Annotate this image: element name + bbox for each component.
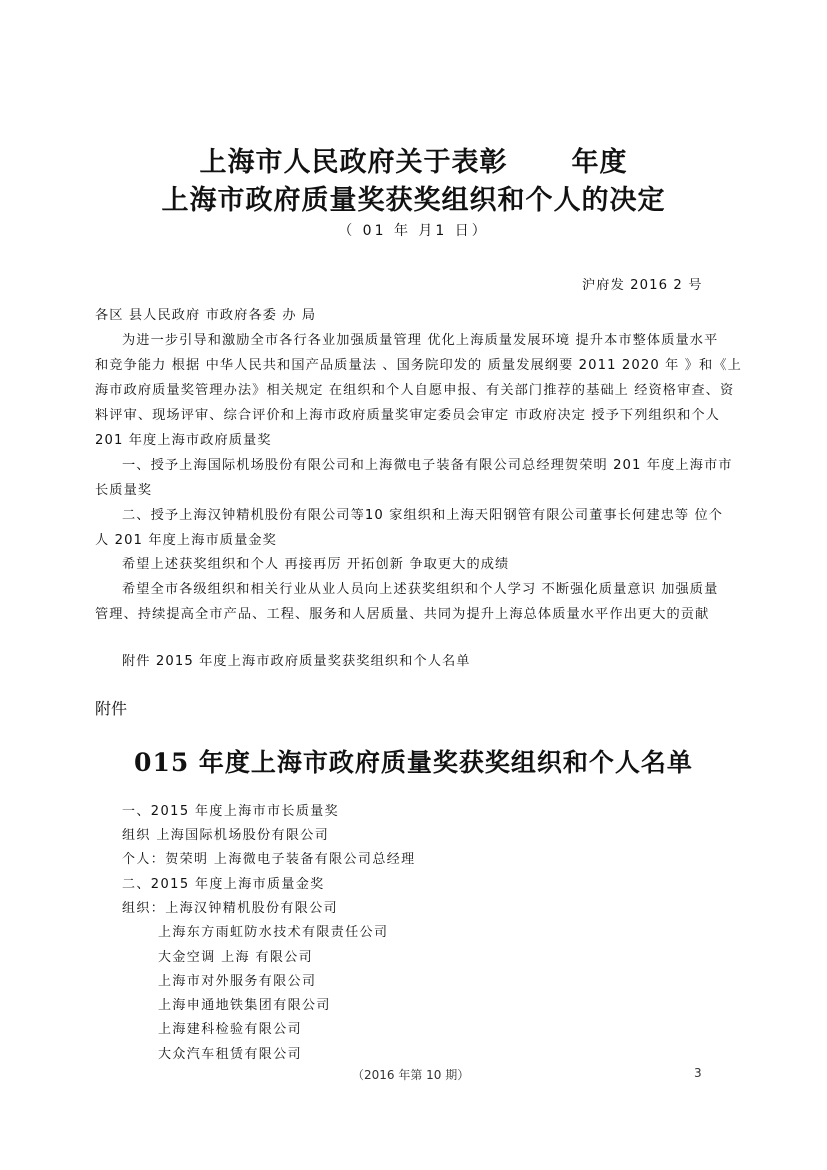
document-date: （ 01 年 月1 日）	[338, 223, 489, 239]
award-entry: 组织：上海汉钟精机股份有限公司	[122, 901, 339, 916]
organization-item: 上海市对外服务有限公司	[158, 974, 317, 989]
award-category: 二、2015 年度上海市质量金奖	[122, 877, 325, 892]
award-category: 一、2015 年度上海市市长质量奖	[122, 804, 340, 819]
paragraph-line: 海市政府质量奖管理办法》相关规定 在组织和个人自愿申报、有关部门推荐的基础上 经资格审查、资	[95, 383, 735, 398]
document-title-line2: 上海市政府质量奖获奖组织和个人的决定	[161, 185, 666, 216]
attachment-title: 015 年度上海市政府质量奖获奖组织和个人名单	[134, 748, 693, 777]
award-entry: 个人：贺荣明 上海微电子装备有限公司总经理	[122, 852, 416, 867]
organization-item: 上海申通地铁集团有限公司	[158, 998, 331, 1013]
paragraph-line: 管理、持续提高全市产品、工程、服务和人居质量、共同为提升上海总体质量水平作出更大的贡献	[95, 607, 710, 622]
organization-item: 上海东方雨虹防水技术有限责任公司	[158, 925, 389, 940]
paragraph-line: 和竞争能力 根据 中华人民共和国产品质量法 、国务院印发的 质量发展纲要 2011 2020 年 》和《上	[95, 358, 742, 373]
award-entry: 组织 上海国际机场股份有限公司	[122, 828, 330, 843]
page-number: 3	[694, 1066, 702, 1080]
paragraph-line: 长质量奖	[95, 483, 153, 498]
paragraph-line: 201 年度上海市政府质量奖	[95, 433, 272, 448]
attachment-label: 附件	[95, 699, 128, 718]
title-line1-part2: 年度	[571, 147, 628, 178]
title-line1-part1: 上海市人民政府关于表彰	[199, 147, 508, 178]
paragraph-line: 一、授予上海国际机场股份有限公司和上海微电子装备有限公司总经理贺荣明 201 年度上海市市	[122, 458, 733, 473]
document-number: 沪府发 2016 2 号	[582, 278, 703, 293]
paragraph-line: 二、授予上海汉钟精机股份有限公司等10 家组织和上海天阳钢管有限公司董事长何建忠等 位个	[122, 508, 724, 523]
paragraph-line: 人 201 年度上海市质量金奖	[95, 533, 277, 548]
organization-item: 大金空调 上海 有限公司	[158, 950, 314, 965]
paragraph-line: 为进一步引导和激励全市各行各业加强质量管理 优化上海质量发展环境 提升本市整体质量水平	[122, 333, 719, 348]
paragraph-line: 料评审、现场评审、综合评价和上海市政府质量奖审定委员会审定 市政府决定 授予下列组织和个人	[95, 408, 720, 423]
issue-label: （2016 年第 10 期）	[352, 1068, 470, 1082]
attachment-reference: 附件 2015 年度上海市政府质量奖获奖组织和个人名单	[122, 654, 471, 669]
document-title-line1	[0, 140, 827, 179]
organization-item: 上海建科检验有限公司	[158, 1022, 303, 1037]
paragraph-line: 希望上述获奖组织和个人 再接再厉 开拓创新 争取更大的成绩	[122, 557, 510, 572]
paragraph-line: 希望全市各级组织和相关行业从业人员向上述获奖组织和个人学习 不断强化质量意识 加强质量	[122, 582, 719, 597]
organization-item: 大众汽车租赁有限公司	[158, 1047, 303, 1062]
addressee: 各区 县人民政府 市政府各委 办 局	[95, 308, 317, 323]
